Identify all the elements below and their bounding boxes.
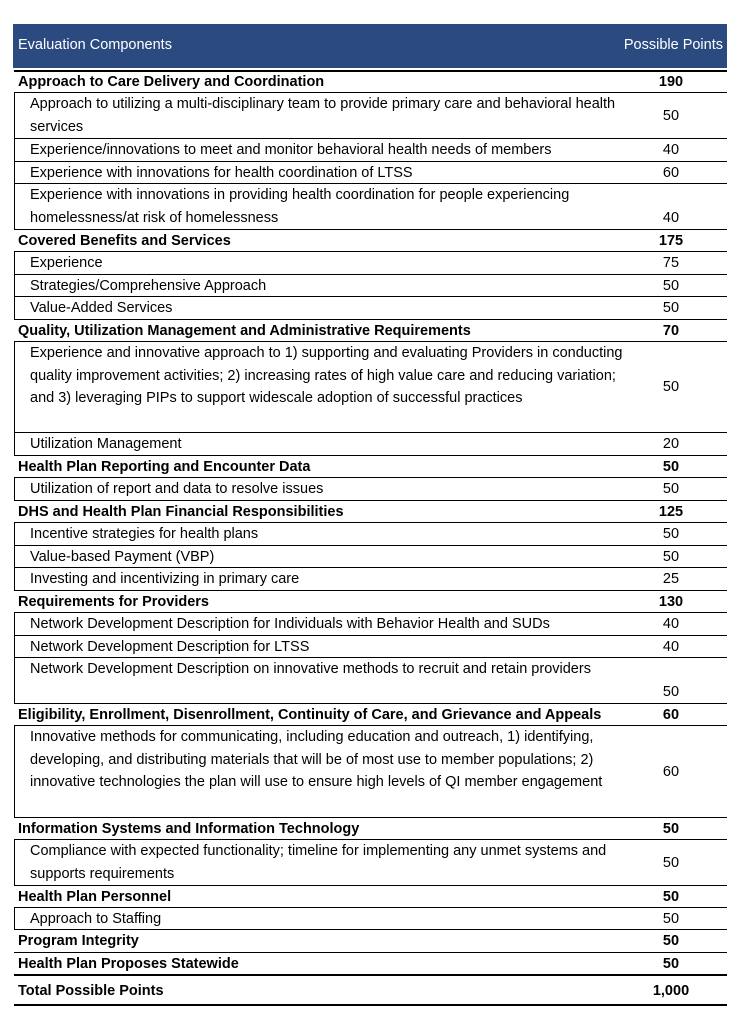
points-value: 20 (662, 436, 680, 452)
points-value: 50 (662, 459, 680, 475)
component-label: Utilization of report and data to resolve issues (30, 481, 324, 497)
points-value: 50 (662, 956, 680, 972)
component-label: Experience (30, 255, 103, 271)
total-row (14, 976, 727, 1006)
category-row (14, 501, 727, 523)
component-label: Network Development Description for Individuals with Behavior Health and SUDs (30, 616, 550, 632)
points-value: 50 (662, 684, 680, 700)
points-value: 50 (662, 889, 680, 905)
table-row (14, 636, 727, 658)
points-value: 50 (662, 278, 680, 294)
component-label: Incentive strategies for health plans (30, 526, 259, 542)
points-value: 50 (662, 300, 680, 316)
category-label: Approach to Care Delivery and Coordination (18, 74, 325, 90)
category-row (14, 71, 727, 93)
points-value: 50 (662, 911, 680, 927)
points-value: 40 (662, 639, 680, 655)
points-value: 50 (662, 379, 680, 395)
total-points: 1,000 (652, 983, 690, 999)
component-label: Utilization Management (30, 436, 182, 452)
category-label: Covered Benefits and Services (18, 233, 231, 249)
table-row (14, 275, 727, 297)
category-label: Quality, Utilization Management and Administrative Requirements (18, 323, 471, 339)
component-label: Experience and innovative approach to 1) supporting and evaluating Providers in conducting quality improvement activities; 2) increasing rates of high value care and reducing variation; and 3) leveraging PIPs to support widescale adoption of successful practices (30, 345, 623, 407)
category-label: Requirements for Providers (18, 594, 209, 610)
category-label: Health Plan Personnel (18, 889, 172, 905)
header-components: Evaluation Components (18, 37, 172, 53)
category-label: Program Integrity (18, 933, 139, 949)
component-label: Network Development Description on innovative methods to recruit and retain providers (30, 661, 591, 677)
category-row (14, 320, 727, 342)
component-label: Compliance with expected functionality; timeline for implementing any unmet systems and supports requirements (30, 843, 607, 882)
points-value: 175 (658, 233, 684, 249)
category-row (14, 591, 727, 613)
points-value: 25 (662, 571, 680, 587)
component-label: Experience with innovations in providing health coordination for people experiencing homelessness/at risk of homelessness (30, 187, 570, 226)
category-row (14, 953, 727, 976)
points-value: 190 (658, 74, 684, 90)
table-row (14, 297, 727, 320)
component-label: Value-based Payment (VBP) (30, 549, 215, 565)
category-row (14, 930, 727, 953)
table-row (14, 568, 727, 591)
table-header (13, 24, 727, 68)
component-label: Approach to utilizing a multi-disciplinary team to provide primary care and behavioral health services (30, 96, 616, 135)
points-value: 40 (662, 142, 680, 158)
table-row (14, 523, 727, 546)
points-value: 50 (662, 933, 680, 949)
component-label: Experience/innovations to meet and monitor behavioral health needs of members (30, 142, 552, 158)
category-row (14, 704, 727, 726)
table-row (14, 840, 727, 886)
category-row (14, 230, 727, 252)
category-label: Eligibility, Enrollment, Disenrollment, Continuity of Care, and Grievance and Appeals (18, 707, 602, 723)
total-label: Total Possible Points (18, 983, 164, 999)
points-value: 50 (662, 549, 680, 565)
points-value: 50 (662, 108, 680, 124)
points-value: 50 (662, 481, 680, 497)
category-label: DHS and Health Plan Financial Responsibilities (18, 504, 344, 520)
table-row (14, 908, 727, 930)
category-row (14, 886, 727, 908)
component-label: Innovative methods for communicating, including education and outreach, 1) identifying, developing, and distributing materials that will be of most use to member populations; 2) innovative technologies the plan will use to ensure high levels of QI member engagement (30, 729, 603, 791)
points-value: 130 (658, 594, 684, 610)
table-row (14, 162, 727, 184)
component-label: Investing and incentivizing in primary care (30, 571, 300, 587)
table-row (14, 613, 727, 636)
category-label: Health Plan Proposes Statewide (18, 956, 239, 972)
points-value: 60 (662, 764, 680, 780)
table-row (14, 546, 727, 568)
points-value: 75 (662, 255, 680, 271)
table-row (14, 658, 727, 704)
header-points: Possible Points (623, 37, 723, 53)
component-label: Network Development Description for LTSS (30, 639, 310, 655)
table-row (14, 93, 727, 139)
category-row (14, 818, 727, 840)
points-value: 60 (662, 707, 680, 723)
category-label: Information Systems and Information Technology (18, 821, 360, 837)
table-row (14, 252, 727, 275)
points-value: 125 (658, 504, 684, 520)
component-label: Experience with innovations for health coordination of LTSS (30, 165, 413, 181)
points-value: 40 (662, 210, 680, 226)
table-row (14, 342, 727, 433)
points-value: 50 (662, 855, 680, 871)
points-value: 50 (662, 526, 680, 542)
table-row (14, 184, 727, 230)
points-value: 50 (662, 821, 680, 837)
table-row (14, 726, 727, 818)
points-value: 40 (662, 616, 680, 632)
category-row (14, 456, 727, 478)
component-label: Strategies/Comprehensive Approach (30, 278, 267, 294)
table-row (14, 478, 727, 501)
points-value: 60 (662, 165, 680, 181)
points-value: 70 (662, 323, 680, 339)
table-row (14, 433, 727, 456)
category-label: Health Plan Reporting and Encounter Data (18, 459, 311, 475)
table-row (14, 139, 727, 162)
component-label: Value-Added Services (30, 300, 173, 316)
component-label: Approach to Staffing (30, 911, 162, 927)
